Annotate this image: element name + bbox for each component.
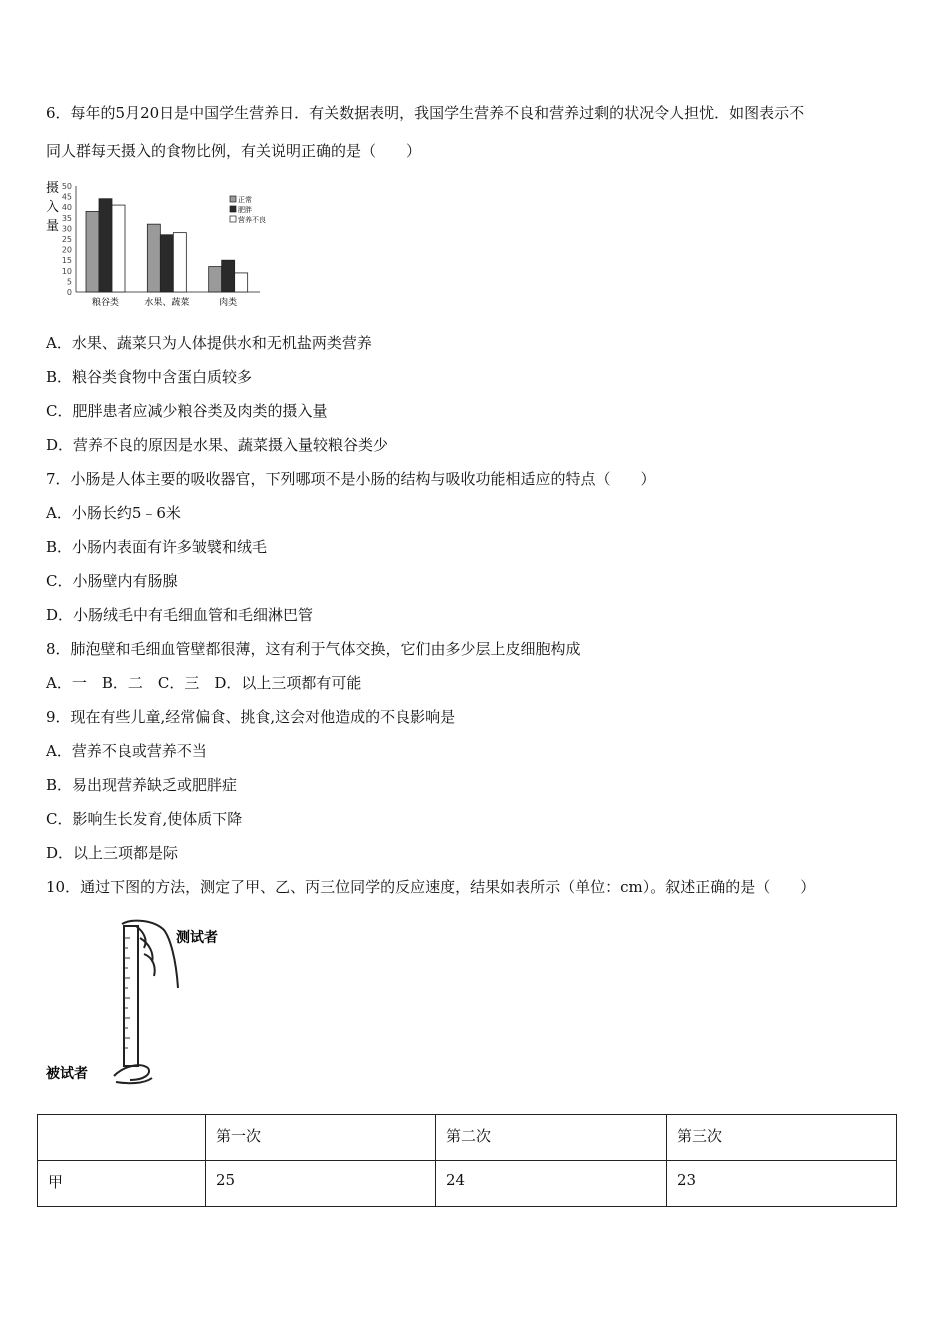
chart-yticks (62, 182, 72, 297)
chart-ytick-label: 30 (61, 224, 72, 234)
chart-ytick-label: 45 (61, 192, 72, 202)
chart-ytick-label: 15 (61, 256, 72, 266)
result-table (37, 1114, 897, 1207)
ruler (124, 926, 138, 1066)
q8-options[interactable]: A．一 B．二 C．三 D．以上三项都有可能 (46, 674, 362, 692)
table-header-cell (38, 1115, 206, 1161)
q7-option-c[interactable]: C．小肠壁内有肠腺 (46, 572, 178, 590)
chart-bar (209, 267, 222, 292)
food-intake-bar-chart (42, 178, 292, 313)
q7-option-b[interactable]: B．小肠内表面有许多皱襞和绒毛 (46, 538, 268, 556)
tester-label: 测试者 (176, 930, 218, 946)
chart-ytick-label: 35 (61, 213, 72, 223)
q6-stem-line2: 同人群每天摄入的食物比例，有关说明正确的是（ ） (46, 142, 422, 160)
q7-stem: 7．小肠是人体主要的吸收器官，下列哪项不是小肠的结构与吸收功能相适应的特点（ ） (46, 470, 656, 488)
reaction-test-figure (44, 918, 244, 1088)
table-row (38, 1161, 897, 1207)
chart-ylabel-char: 量 (46, 219, 60, 234)
table-header-cell: 第二次 (436, 1115, 667, 1161)
q9-option-b[interactable]: B．易出现营养缺乏或肥胖症 (46, 776, 238, 794)
q6-option-a[interactable]: A．水果、蔬菜只为人体提供水和无机盐两类营养 (46, 334, 372, 352)
chart-ytick-label: 5 (66, 277, 72, 287)
chart-legend-swatch (230, 196, 236, 202)
q8-stem: 8．肺泡壁和毛细血管壁都很薄，这有利于气体交换，它们由多少层上皮细胞构成 (46, 640, 581, 658)
q6-option-c[interactable]: C．肥胖患者应减少粮谷类及肉类的摄入量 (46, 402, 328, 420)
chart-bar (147, 224, 160, 292)
table-header-row (38, 1115, 897, 1161)
table-cell: 甲 (38, 1161, 206, 1207)
chart-bar (222, 260, 235, 292)
chart-ytick-label: 10 (61, 266, 72, 276)
q10-stem: 10．通过下图的方法，测定了甲、乙、丙三位同学的反应速度，结果如表所示（单位：cm）。叙述正确的是（ ） (46, 878, 816, 896)
chart-bar (160, 235, 173, 292)
chart-bar (235, 273, 248, 292)
chart-xtick-label: 肉类 (219, 298, 238, 308)
q7-option-a[interactable]: A．小肠长约5﹣6米 (46, 504, 181, 522)
table-header-cell: 第三次 (667, 1115, 897, 1161)
q6-option-d[interactable]: D．营养不良的原因是水果、蔬菜摄入量较粮谷类少 (46, 436, 389, 454)
q6-stem-line1: 6．每年的5月20日是中国学生营养日．有关数据表明，我国学生营养不良和营养过剩的状况令人担忧．如图表示不 (46, 104, 805, 122)
q7-option-d[interactable]: D．小肠绒毛中有毛细血管和毛细淋巴管 (46, 606, 314, 624)
table-cell: 24 (436, 1161, 667, 1207)
chart-ytick-label: 0 (66, 288, 72, 297)
table-header-cell: 第一次 (206, 1115, 436, 1161)
subject-label: 被试者 (46, 1066, 88, 1082)
q9-option-d[interactable]: D．以上三项都是际 (46, 844, 179, 862)
chart-legend (230, 195, 266, 224)
chart-bar (112, 205, 125, 292)
chart-legend-label: 正常 (238, 196, 252, 204)
chart-ylabel (46, 180, 59, 234)
chart-legend-label: 肥胖 (238, 206, 252, 214)
chart-legend-swatch (230, 216, 236, 222)
chart-xticks (92, 296, 237, 308)
chart-ytick-label: 20 (61, 245, 72, 255)
subject-hand (114, 1065, 152, 1083)
chart-legend-swatch (230, 206, 236, 212)
chart-bars (86, 199, 248, 292)
chart-legend-label: 营养不良 (238, 216, 266, 224)
q9-option-c[interactable]: C．影响生长发育,使体质下降 (46, 810, 243, 828)
chart-ytick-label: 25 (61, 235, 72, 244)
chart-ylabel-char: 入 (46, 200, 60, 215)
q9-stem: 9．现在有些儿童,经常偏食、挑食,这会对他造成的不良影响是 (46, 708, 456, 726)
q6-option-b[interactable]: B．粮谷类食物中含蛋白质较多 (46, 368, 253, 386)
chart-bar (173, 233, 186, 292)
table-cell: 23 (667, 1161, 897, 1207)
chart-ytick-label: 50 (61, 182, 72, 191)
table-cell: 25 (206, 1161, 436, 1207)
chart-bar (99, 199, 112, 292)
chart-xtick-label: 粮谷类 (91, 298, 120, 308)
chart-ytick-label: 40 (61, 203, 72, 213)
q9-option-a[interactable]: A．营养不良或营养不当 (46, 742, 207, 760)
chart-ylabel-char: 摄 (46, 181, 60, 196)
chart-xtick-label: 水果、蔬菜 (144, 298, 190, 308)
chart-bar (86, 211, 99, 292)
